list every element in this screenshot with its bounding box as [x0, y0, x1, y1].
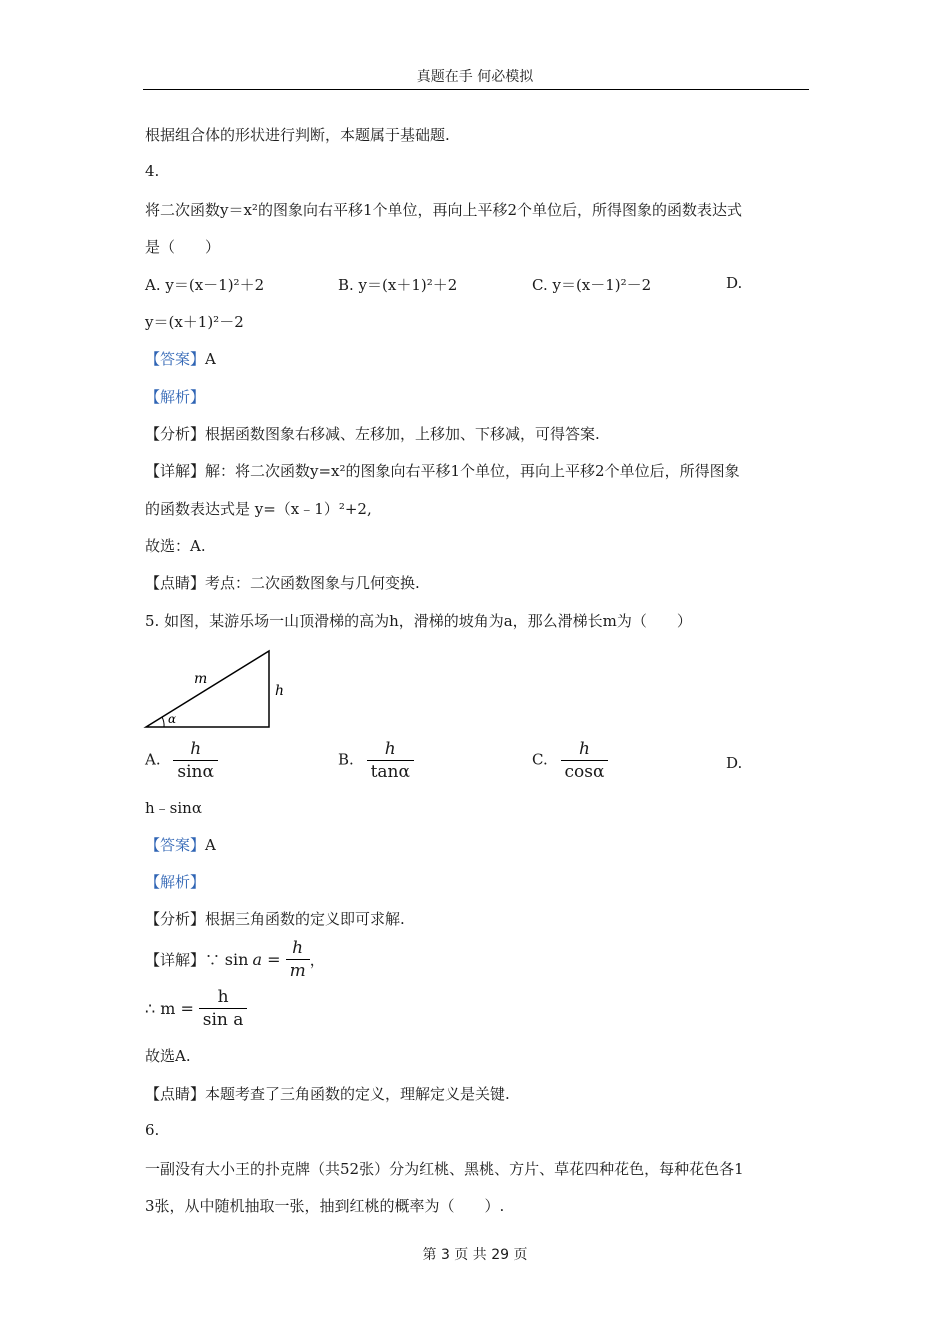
- label-alpha: α: [168, 712, 177, 726]
- choice-text: 故选A.: [145, 1047, 191, 1065]
- angle-var: a: [252, 950, 262, 969]
- fraction-denominator: sinα: [177, 762, 214, 782]
- fraction-numerator: h: [579, 739, 590, 759]
- option-d: D.: [726, 274, 743, 292]
- answer-value: A: [205, 836, 216, 854]
- page-footer: 第 3 页 共 29 页: [422, 1247, 528, 1263]
- answer-tag: 【答案】: [145, 350, 206, 368]
- fraction-denominator: m: [289, 961, 306, 981]
- answer-line: [145, 834, 216, 855]
- fraction: [561, 739, 609, 782]
- fraction: [367, 739, 414, 782]
- analysis-tag: 【解析】: [145, 388, 206, 406]
- choice-text: 故选：A.: [145, 537, 206, 555]
- question-number: 4.: [145, 162, 160, 180]
- fraction: [199, 987, 248, 1030]
- detail-text: 的函数表达式是 y=（x﹣1）²+2,: [145, 500, 372, 518]
- comma: ，: [309, 951, 325, 969]
- slide-triangle-figure: [140, 643, 300, 733]
- option-letter: A.: [145, 750, 161, 769]
- fraction: [173, 739, 218, 782]
- detail-text: 【详解】解：将二次函数y=x²的图象向右平移1个单位，再向上平移2个单位后，所得图象: [145, 462, 740, 480]
- question-text: 一副没有大小王的扑克牌（共52张）分为红桃、黑桃、方片、草花四种花色，每种花色各1: [145, 1160, 744, 1178]
- page-header: 真题在手 何必模拟: [416, 69, 534, 85]
- question-text: 3张，从中随机抽取一张，抽到红桃的概率为（ ）.: [145, 1197, 505, 1215]
- analysis-text: 【分析】根据函数图象右移减、左移加，上移加、下移减，可得答案.: [145, 425, 600, 443]
- analysis-tag: 【解析】: [145, 873, 206, 891]
- fraction-numerator: h: [217, 987, 229, 1007]
- equals-sign: =: [261, 950, 286, 969]
- option-c: C. y＝(x－1)²－2: [532, 276, 652, 294]
- detail-tag: 【详解】∵: [145, 951, 221, 969]
- question-text: 是（ ）: [145, 238, 221, 256]
- label-m: m: [194, 671, 208, 687]
- answer-tag: 【答案】: [145, 836, 206, 854]
- analysis-text: 【分析】根据三角函数的定义即可求解.: [145, 910, 405, 928]
- option-b: [338, 739, 414, 782]
- sin-text: sin: [224, 950, 249, 969]
- fraction-numerator: h: [190, 739, 202, 759]
- fraction-numerator: h: [384, 739, 396, 759]
- fraction-bar: [173, 760, 218, 761]
- question-number: 6.: [145, 1121, 160, 1139]
- header-rule: [143, 89, 809, 90]
- fraction-denominator: cosα: [564, 762, 605, 782]
- option-a: [145, 739, 218, 782]
- comment-text: 【点睛】考点：二次函数图象与几何变换.: [145, 574, 420, 592]
- text-line: 根据组合体的形状进行判断，本题属于基础题.: [145, 126, 450, 144]
- detail-formula: [145, 938, 325, 981]
- option-c: [532, 739, 608, 782]
- option-b: B. y＝(x＋1)²＋2: [338, 276, 458, 294]
- triangle-shape: [146, 651, 269, 727]
- answer-line: [145, 348, 216, 369]
- answer-value: A: [205, 350, 216, 368]
- comment-text: 【点睛】本题考查了三角函数的定义，理解定义是关键.: [145, 1085, 510, 1103]
- fraction-bar: [561, 760, 609, 761]
- fraction-bar: [286, 959, 310, 960]
- label-h: h: [275, 683, 285, 699]
- option-d-text: h﹣sinα: [145, 799, 202, 817]
- fraction-numerator: h: [292, 938, 304, 958]
- fraction-bar: [199, 1008, 248, 1009]
- option-letter: C.: [532, 750, 548, 769]
- option-d: D.: [726, 754, 743, 772]
- option-d-text: y＝(x＋1)²－2: [145, 313, 244, 331]
- fraction-denominator: sin a: [202, 1010, 244, 1030]
- angle-arc: [162, 717, 164, 727]
- therefore-text: ∴ m =: [145, 999, 194, 1018]
- question-text: 5. 如图，某游乐场一山顶滑梯的高为h，滑梯的坡角为a，那么滑梯长m为（ ）: [145, 612, 692, 630]
- fraction: [286, 938, 310, 981]
- option-letter: B.: [338, 750, 354, 769]
- fraction-denominator: tanα: [370, 762, 410, 782]
- therefore-formula: [145, 987, 247, 1030]
- question-text: 将二次函数y＝x²的图象向右平移1个单位，再向上平移2个单位后，所得图象的函数表达式: [145, 201, 743, 219]
- fraction-bar: [367, 760, 414, 761]
- option-a: A. y＝(x－1)²＋2: [145, 276, 265, 294]
